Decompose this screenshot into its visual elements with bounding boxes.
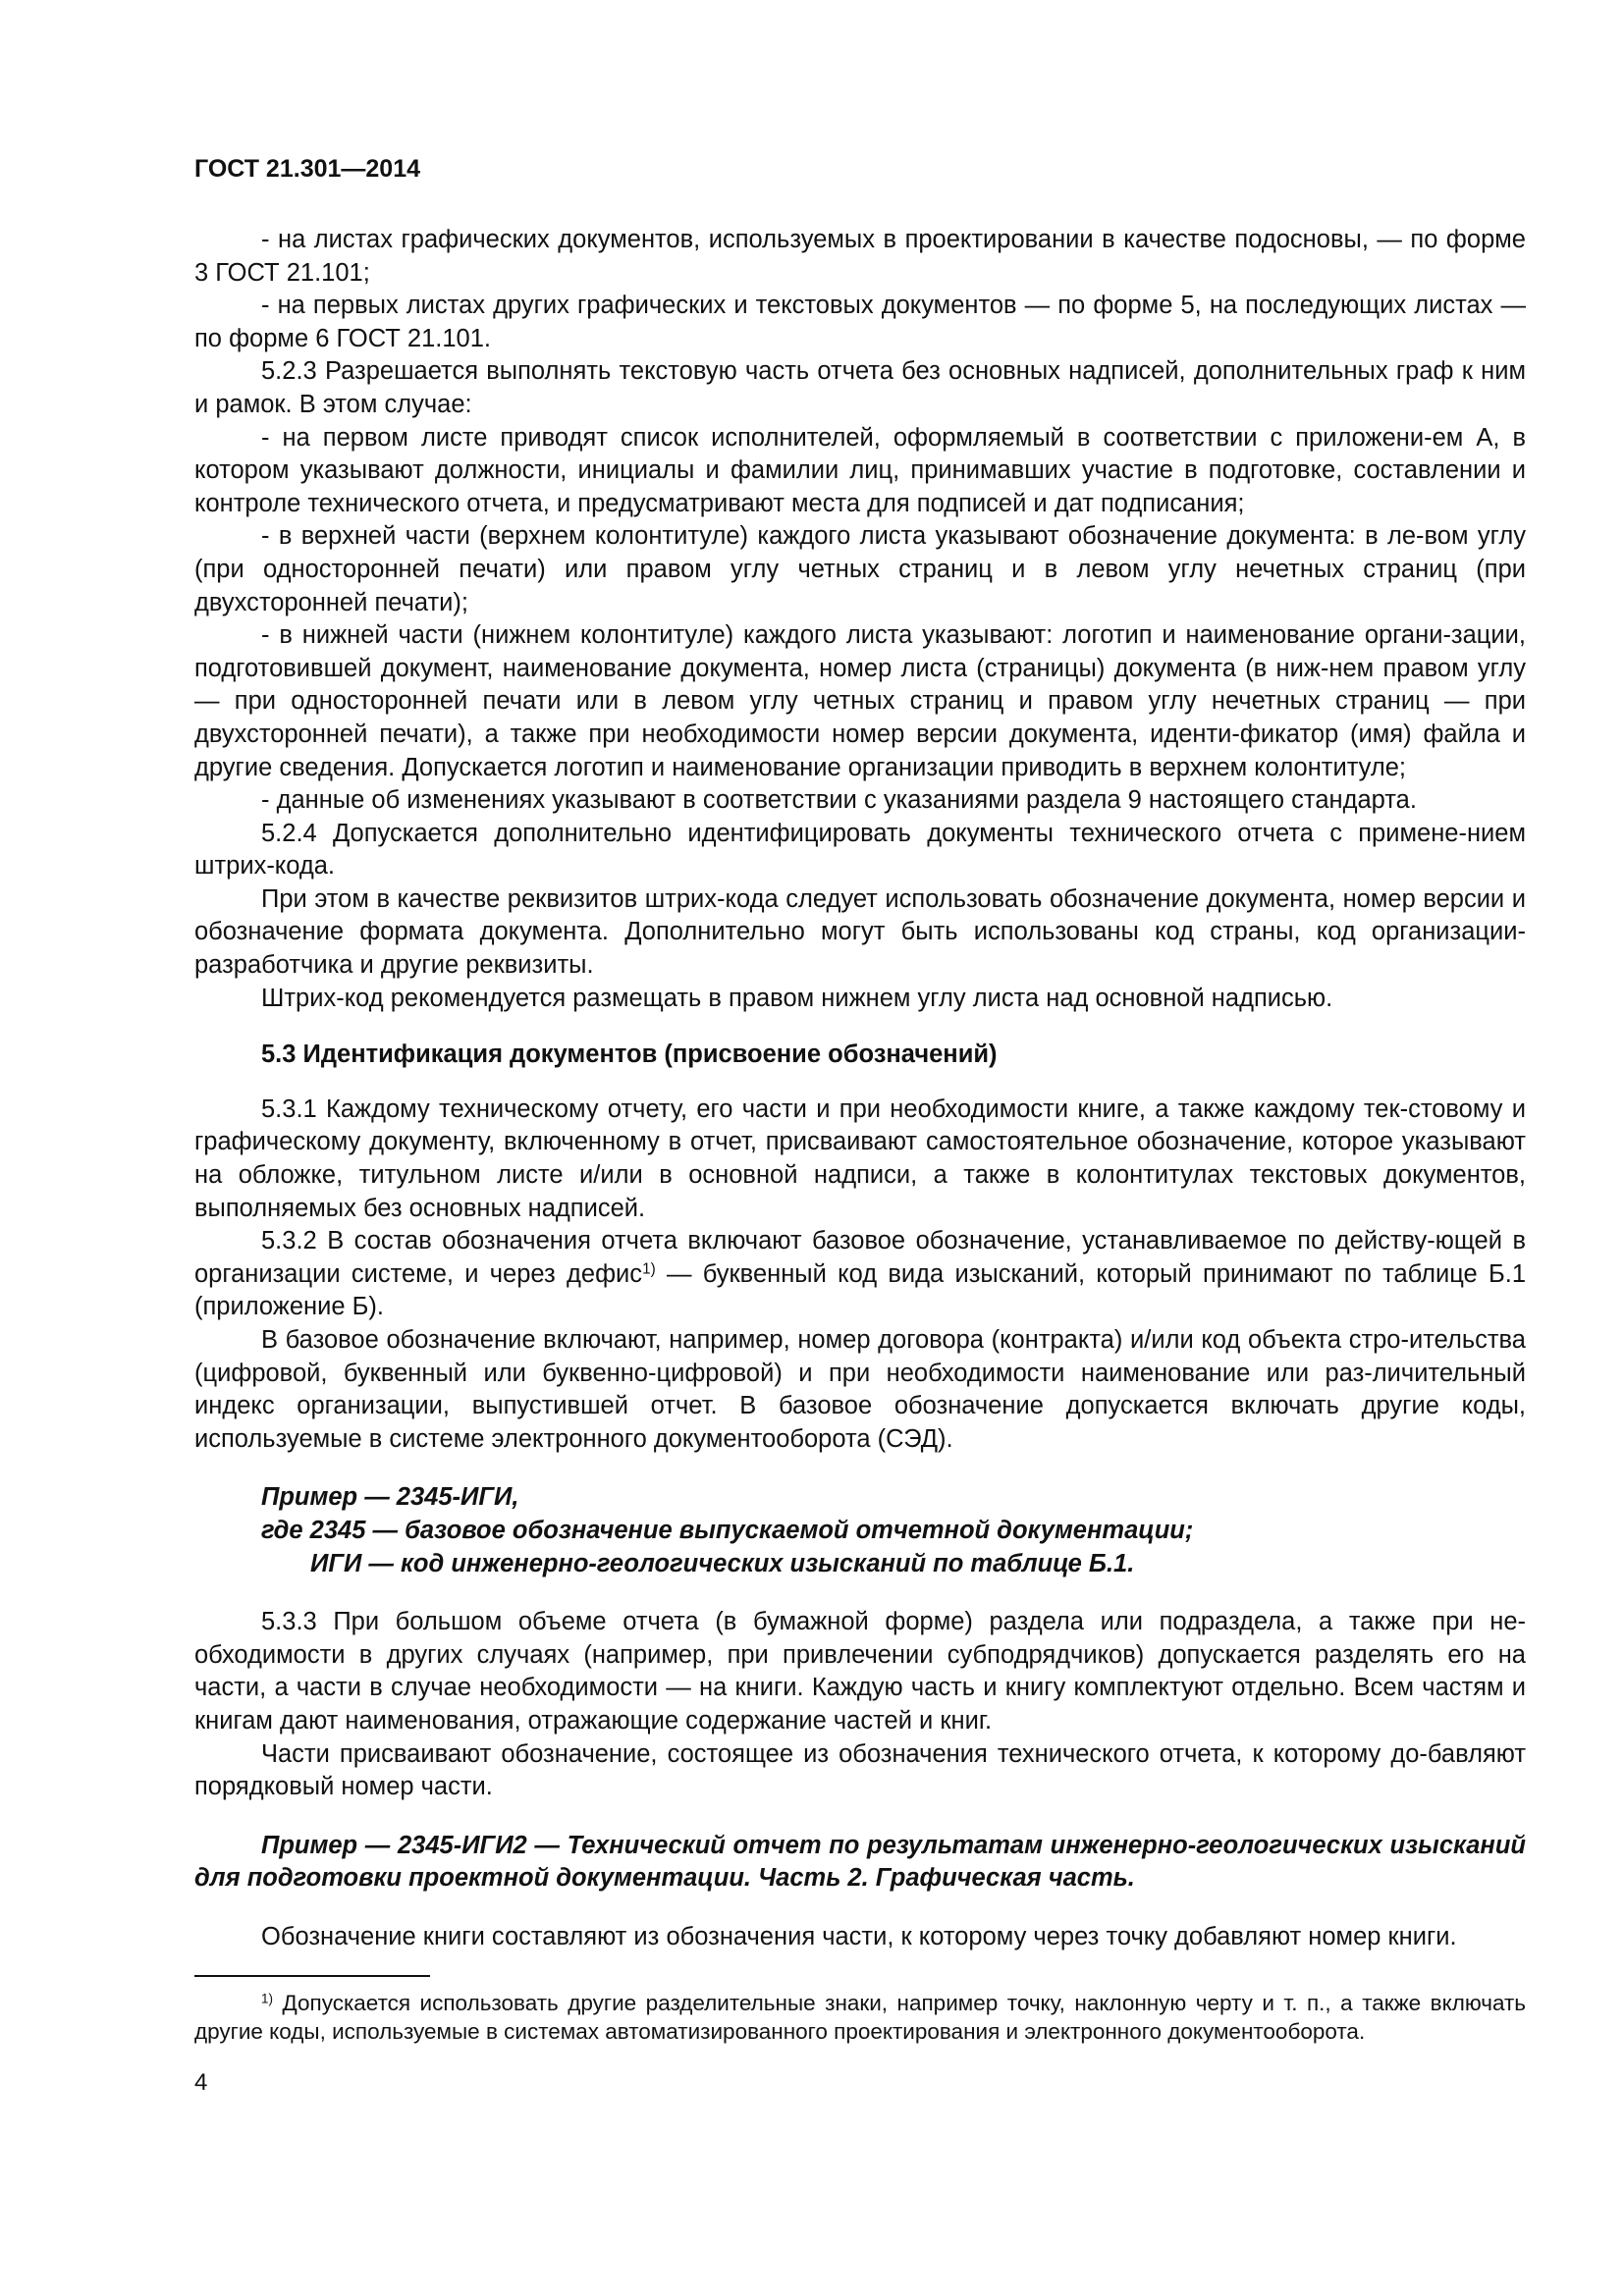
paragraph-book: Обозначение книги составляют из обозначения части, к которому через точку добавляют номер книги.	[261, 1922, 1457, 1950]
section-title: 5.3 Идентификация документов (присвоение обозначений)	[261, 1041, 998, 1069]
example-line-3: ИГИ — код инженерно-геологических изысканий по таблице Б.1.	[310, 1549, 1135, 1577]
footnote	[194, 1990, 1526, 2046]
example-block-1	[194, 1481, 1526, 1580]
footnote-mark: 1)	[261, 1991, 274, 2006]
example-line-1: Пример — 2345-ИГИ,	[261, 1483, 519, 1512]
footnote-text: Допускается использовать другие разделительные знаки, например точку, наклонную черту и т. п., а также включать другие коды, используемые в системах автоматизированного проектирования и электронного документооборота.	[194, 1991, 1526, 2044]
example-block-2: Пример — 2345-ИГИ2 — Технический отчет по результатам инженерно-геологических изысканий для подготовки проектной документации. Часть 2. Графическая часть.	[194, 1831, 1526, 1893]
paragraph: 5.2.3 Разрешается выполнять текстовую часть отчета без основных надписей, дополнительных граф к ним и рамок. В этом случае:	[194, 357, 1526, 418]
paragraph: - в нижней части (нижнем колонтитуле) каждого листа указывают: логотип и наименование органи-зации, подготовившей документ, наименование документа, номер листа (страницы) документа (в ниж-нем правом углу — при односторонней печати или в левом углу четных страниц и правом углу нечетных страниц — при двухсторонней печати), а также при необходимости номер версии документа, иденти-фикатор (имя) файла и другие сведения. Допускается логотип и наименование организации приводить в верхнем колонтитуле;	[194, 621, 1526, 781]
body-text	[194, 224, 1526, 1954]
paragraph: При этом в качестве реквизитов штрих-кода следует использовать обозначение документа, номер версии и обозначение формата документа. Дополнительно могут быть использованы код страны, код организации-разработчика и другие реквизиты.	[194, 884, 1526, 980]
paragraph-base-designation: В базовое обозначение включают, например, номер договора (контракта) и/или код объекта стро-ительства (цифровой, буквенный или буквенно-цифровой) и при необходимости наименование или раз-личительный индекс организации, выпустившей отчет. В базовое обозначение допускается включать другие коды, используемые в системе электронного документооборота (СЭД).	[194, 1326, 1526, 1453]
paragraph: - на листах графических документов, используемых в проектировании в качестве подосновы, — по форме 3 ГОСТ 21.101;	[194, 226, 1526, 287]
paragraph: - на первых листах других графических и текстовых документов — по форме 5, на последующих листах — по форме 6 ГОСТ 21.101.	[194, 292, 1526, 352]
example-line-2: где 2345 — базовое обозначение выпускаемой отчетной документации;	[261, 1516, 1194, 1544]
paragraph-5-3-1: 5.3.1 Каждому техническому отчету, его части и при необходимости книге, а также каждому тек-стовому и графическому документу, включенному в отчет, присваивают самостоятельное обозначение, которое указывают на обложке, титульном листе и/или в основной надписи, а также в колонтитулах текстовых документов, выполняемых без основных надписей.	[194, 1095, 1526, 1222]
paragraph-5-3-3: 5.3.3 При большом объеме отчета (в бумажной форме) раздела или подраздела, а также при не-обходимости в других случаях (например, при привлечении субподрядчиков) допускается разделять его на части, а части в случае необходимости — на книги. Каждую часть и книгу комплектуют отдельно. Всем частям и книгам дают наименования, отражающие содержание частей и книг.	[194, 1608, 1526, 1735]
paragraph-5-3-2	[194, 1225, 1526, 1324]
paragraph: Штрих-код рекомендуется размещать в правом нижнем углу листа над основной надписью.	[261, 984, 1333, 1012]
paragraph: 5.2.4 Допускается дополнительно идентифицировать документы технического отчета с примене-нием штрих-кода.	[194, 819, 1526, 881]
paragraph: - в верхней части (верхнем колонтитуле) каждого листа указывают обозначение документа: в ле-вом углу (при односторонней печати) или правом углу четных страниц и в левом углу нечетных страниц (при двухсторонней печати);	[194, 522, 1526, 616]
paragraph-parts: Части присваивают обозначение, состоящее из обозначения технического отчета, к которому до-бавляют порядковый номер части.	[194, 1739, 1526, 1801]
footnote-ref: 1)	[642, 1260, 656, 1278]
p532-after: — буквенный код вида изысканий, который принимают по таблице Б.1 (приложение Б).	[194, 1259, 1527, 1321]
footnote-divider	[194, 1975, 430, 1977]
paragraph: - данные об изменениях указывают в соответствии с указаниями раздела 9 настоящего стандарта.	[261, 786, 1417, 815]
page-number: 4	[194, 2069, 208, 2096]
page-header: ГОСТ 21.301—2014	[194, 155, 421, 183]
p532-before: 5.3.2 В состав обозначения отчета включают базовое обозначение, устанавливаемое по действу-ющей в организации системе, и через дефис	[194, 1227, 1526, 1288]
paragraph: - на первом листе приводят список исполнителей, оформляемый в соответствии с приложени-ем А, в котором указывают должности, инициалы и фамилии лиц, принимавших участие в подготовке, составлении и контроле технического отчета, и предусматривают места для подписей и дат подписания;	[194, 423, 1526, 517]
